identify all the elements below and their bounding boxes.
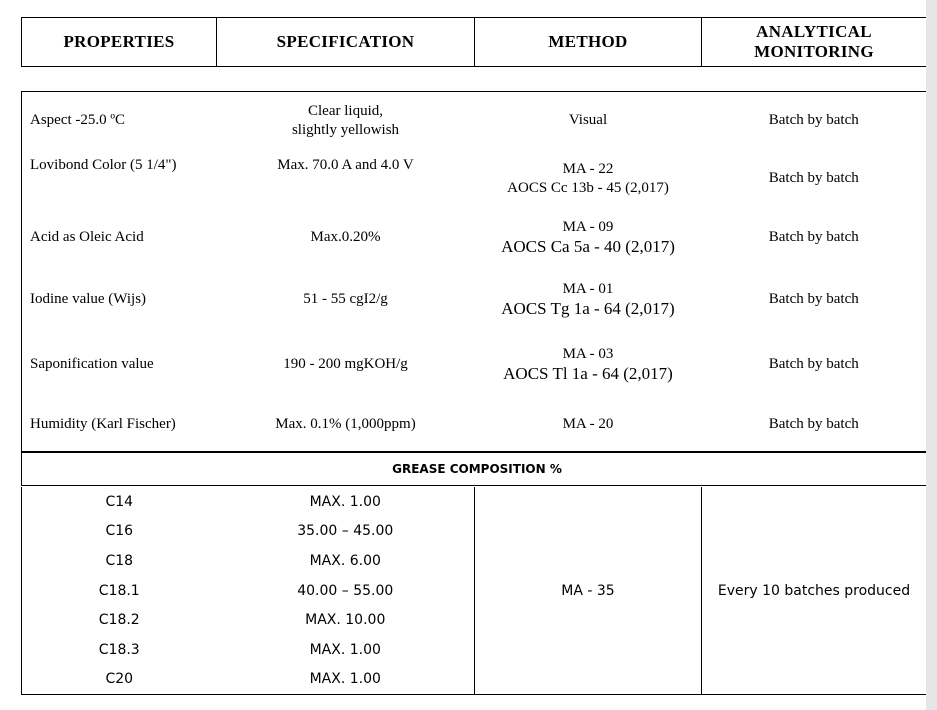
composition-spec: MAX. 1.00: [309, 671, 381, 688]
composition-spec: MAX. 6.00: [309, 552, 381, 569]
composition-spec: MAX. 1.00: [309, 493, 381, 510]
composition-acid: C18.2: [98, 612, 140, 629]
page-scroll-edge[interactable]: [926, 0, 937, 710]
composition-spec: MAX. 10.00: [305, 612, 386, 629]
header-row: [22, 18, 927, 67]
property-name: Aspect -25.0 ºC: [30, 112, 126, 129]
grease-composition-table: [21, 487, 927, 695]
property-method: MA - 01 AOCS Tg 1a - 64 (2,017): [501, 280, 675, 318]
header-analytical: ANALYTICAL: [756, 22, 872, 41]
composition-spec: 35.00 – 45.00: [297, 523, 394, 540]
property-row: [22, 92, 927, 150]
header-analytical-monitoring: [702, 18, 927, 67]
property-row: [22, 268, 927, 332]
property-spec: 51 - 55 cgI2/g: [303, 291, 388, 307]
property-monitoring: Batch by batch: [768, 170, 859, 186]
composition-spec: 40.00 – 55.00: [297, 582, 394, 599]
property-monitoring: Batch by batch: [768, 356, 859, 372]
property-method: MA - 20: [562, 415, 614, 432]
composition-monitoring: Every 10 batches produced: [702, 487, 927, 695]
property-method: MA - 22 AOCS Cc 13b - 45 (2,017): [507, 160, 669, 196]
property-method: MA - 09 AOCS Ca 5a - 40 (2,017): [501, 218, 675, 256]
composition-acid: C18.3: [98, 641, 140, 658]
property-name: Iodine value (Wijs): [30, 291, 147, 307]
composition-acid: C14: [105, 493, 134, 510]
property-row: [22, 208, 927, 268]
grease-composition-title: GREASE COMPOSITION %: [392, 462, 562, 476]
header-specification: SPECIFICATION: [217, 18, 475, 67]
property-spec: 190 - 200 mgKOH/g: [283, 356, 408, 372]
property-row: [22, 332, 927, 398]
property-method: MA - 03 AOCS Tl 1a - 64 (2,017): [503, 345, 673, 383]
header-properties: PROPERTIES: [22, 18, 217, 67]
property-name: Acid as Oleic Acid: [30, 229, 144, 245]
header-monitoring: MONITORING: [754, 42, 874, 61]
composition-method: MA - 35: [475, 487, 702, 695]
property-monitoring: Batch by batch: [768, 291, 859, 307]
property-row: [22, 150, 927, 208]
property-monitoring: Batch by batch: [768, 415, 859, 432]
property-monitoring: Batch by batch: [768, 112, 859, 129]
property-monitoring: Batch by batch: [768, 229, 859, 245]
property-method: Visual: [568, 112, 608, 129]
header-table: [21, 17, 927, 67]
property-spec: Max. 70.0 A and 4.0 V: [277, 156, 414, 173]
composition-acid: C16: [105, 523, 134, 540]
composition-row: [22, 487, 927, 517]
property-spec: Max. 0.1% (1,000ppm): [275, 415, 416, 432]
composition-spec: MAX. 1.00: [309, 641, 381, 658]
composition-acid: C18.1: [98, 582, 140, 599]
grease-composition-header-row: [22, 453, 933, 486]
property-row: [22, 398, 927, 452]
composition-acid: C18: [105, 552, 134, 569]
composition-acid: C20: [105, 671, 134, 688]
property-spec: Clear liquid, slightly yellowish: [291, 102, 400, 138]
property-name: Lovibond Color (5 1/4"): [30, 156, 177, 173]
property-name: Saponification value: [30, 356, 154, 372]
property-spec: Max.0.20%: [310, 229, 381, 245]
properties-table: [21, 91, 927, 452]
property-name: Humidity (Karl Fischer): [30, 415, 176, 432]
grease-composition-header-table: [21, 452, 933, 486]
header-method: METHOD: [475, 18, 702, 67]
